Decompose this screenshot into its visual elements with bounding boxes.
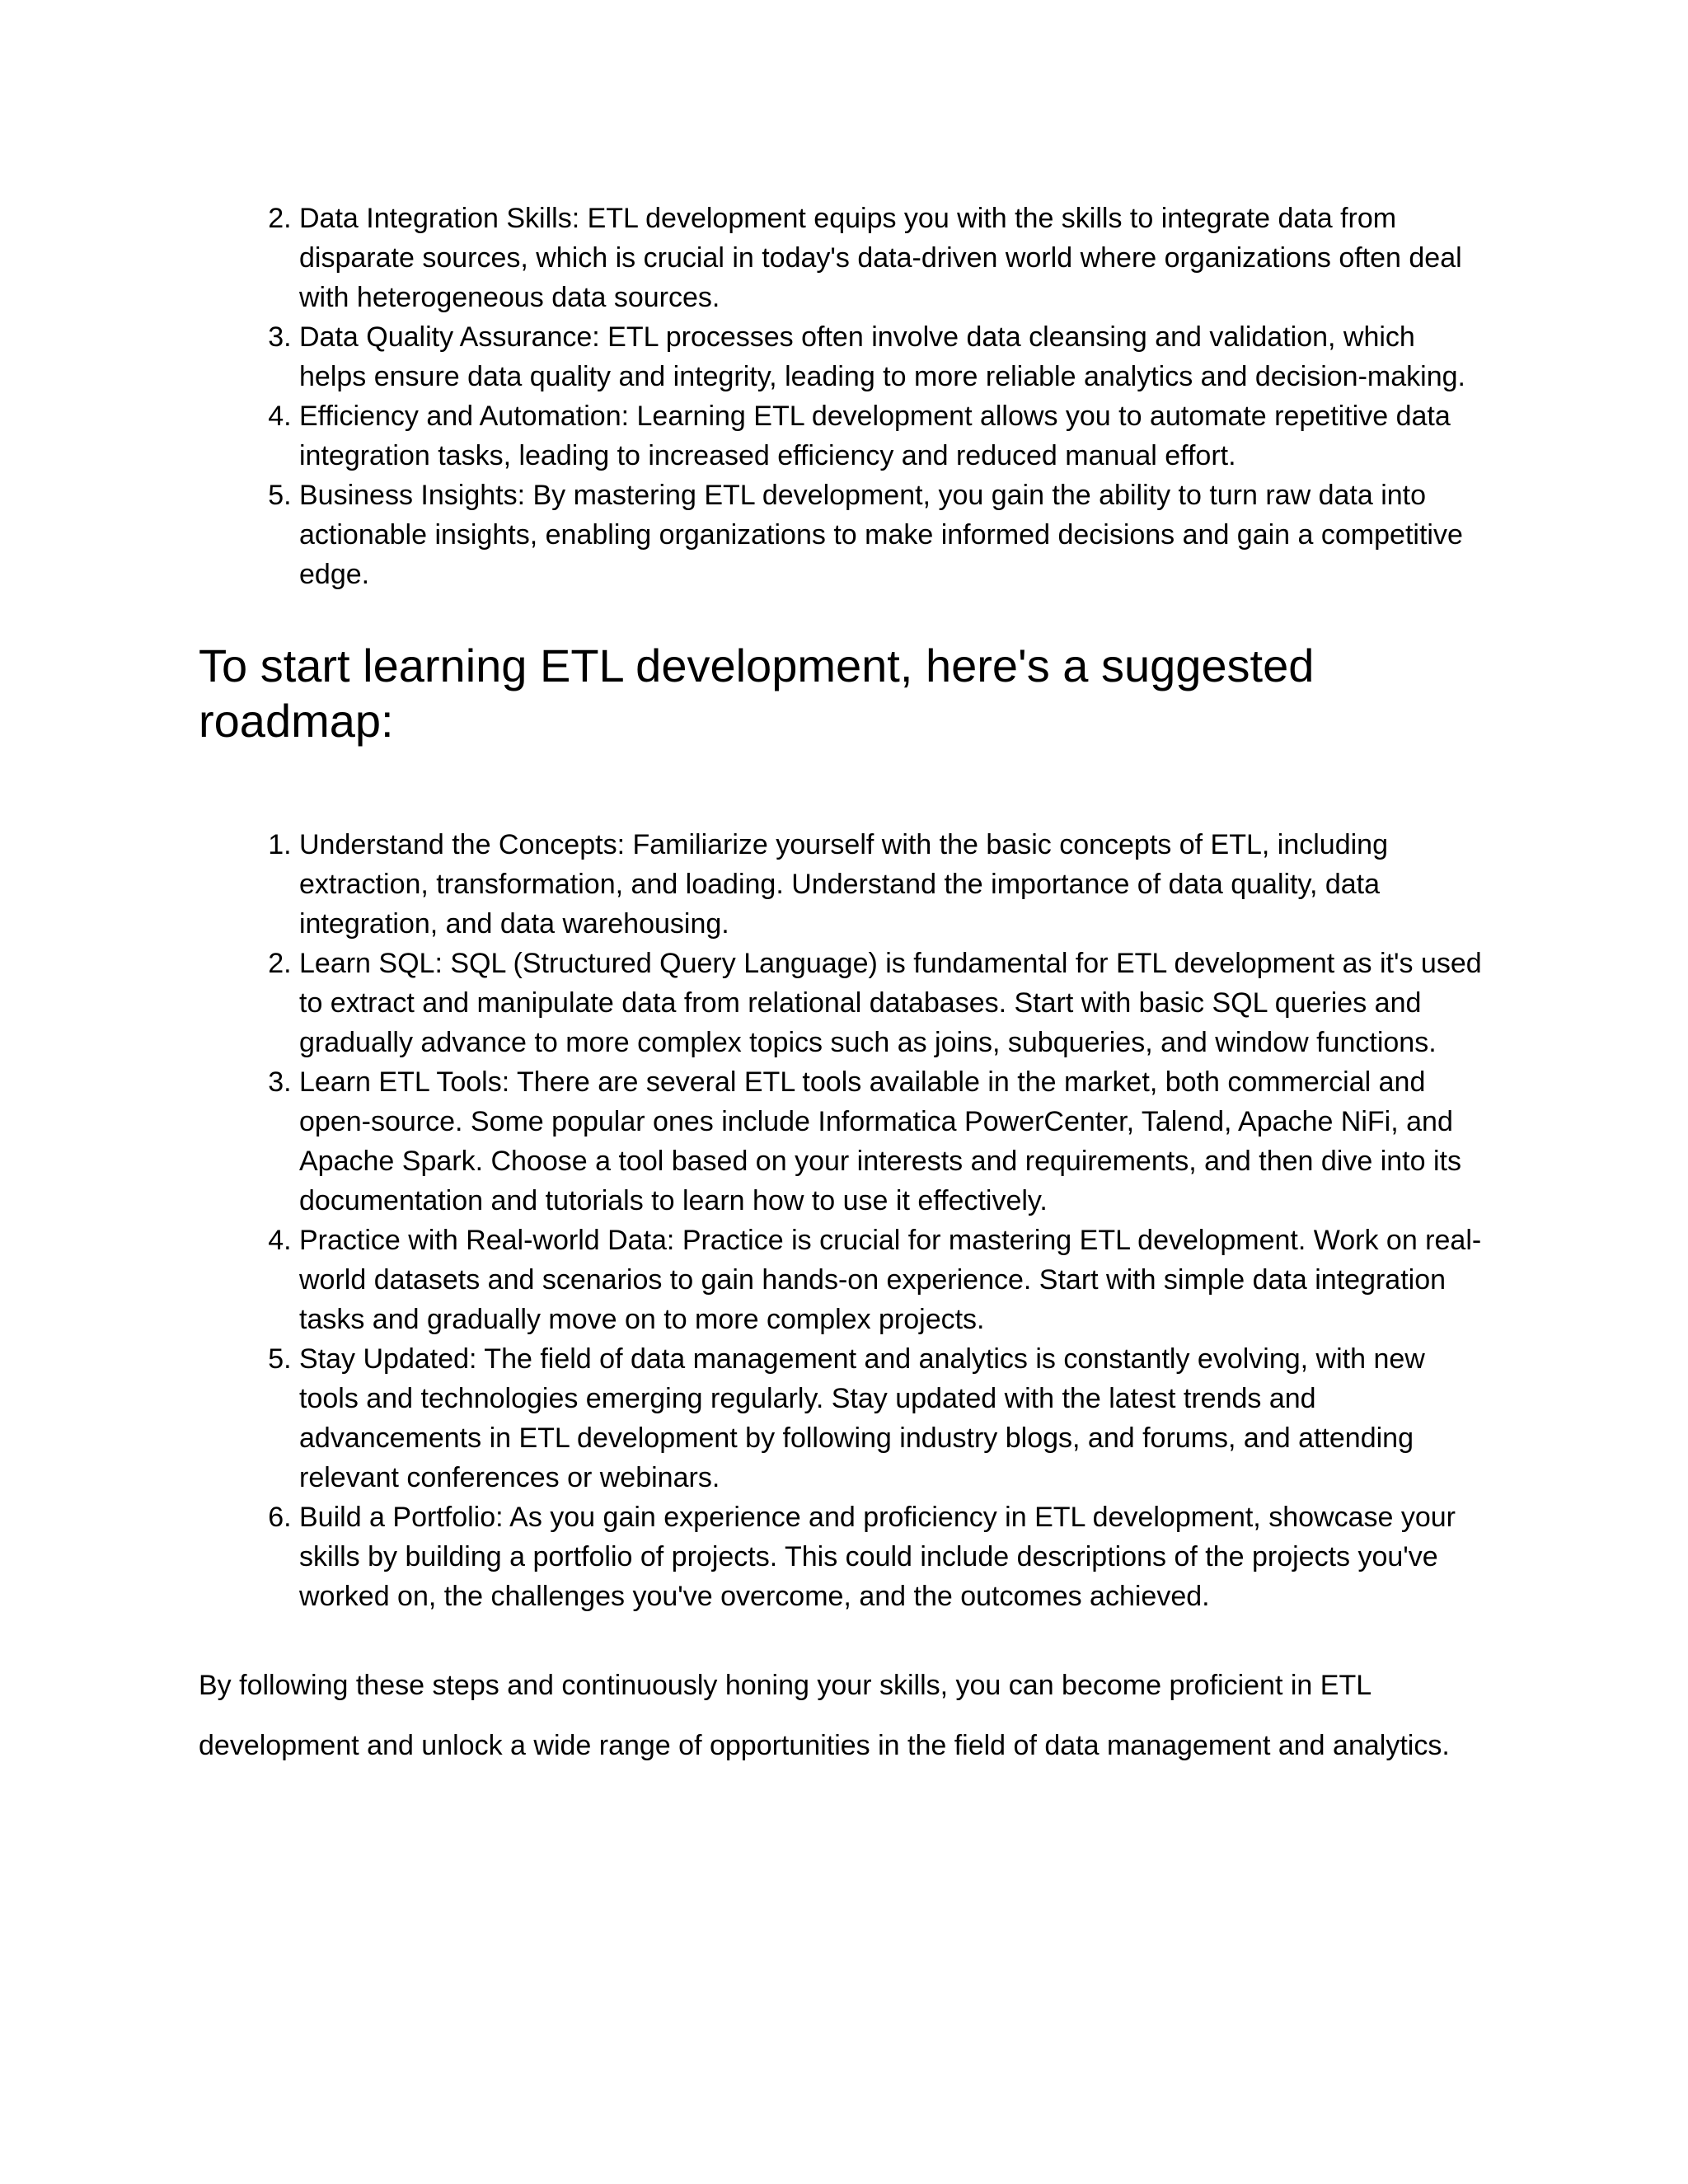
benefits-list <box>199 199 1489 594</box>
list-item: 3. Learn ETL Tools: There are several ETL tools available in the market, both commercial and open-source. Some popular ones include Informatica PowerCenter, Talend, Apache NiFi, and Apache Spark. Choose a tool based on your interests and requirements, and then dive into its documentation and tutorials to learn how to use it effectively. <box>299 1062 1489 1221</box>
roadmap-list <box>199 825 1489 1616</box>
list-item: 2. Learn SQL: SQL (Structured Query Language) is fundamental for ETL development as it's used to extract and manipulate data from relational databases. Start with basic SQL queries and gradually advance to more complex topics such as joins, subqueries, and window functions. <box>299 944 1489 1062</box>
list-item: 4. Practice with Real-world Data: Practice is crucial for mastering ETL development. Work on real-world datasets and scenarios to gain hands-on experience. Start with simple data integration tasks and gradually move on to more complex projects. <box>299 1221 1489 1339</box>
list-item: 2. Data Integration Skills: ETL development equips you with the skills to integrate data from disparate sources, which is crucial in today's data-driven world where organizations often deal with heterogeneous data sources. <box>299 199 1489 317</box>
list-item: 5. Stay Updated: The field of data management and analytics is constantly evolving, with new tools and technologies emerging regularly. Stay updated with the latest trends and advancements in ETL development by following industry blogs, and forums, and attending relevant conferences or webinars. <box>299 1339 1489 1497</box>
roadmap-heading: To start learning ETL development, here's a suggested roadmap: <box>199 640 1315 747</box>
list-item: 5. Business Insights: By mastering ETL development, you gain the ability to turn raw data into actionable insights, enabling organizations to make informed decisions and gain a competitive edge. <box>299 476 1489 594</box>
list-item: 6. Build a Portfolio: As you gain experience and proficiency in ETL development, showcase your skills by building a portfolio of projects. This could include descriptions of the projects you've worked on, the challenges you've overcome, and the outcomes achieved. <box>299 1497 1489 1616</box>
list-item: 3. Data Quality Assurance: ETL processes often involve data cleansing and validation, which helps ensure data quality and integrity, leading to more reliable analytics and decision-making. <box>299 317 1489 396</box>
list-item: 4. Efficiency and Automation: Learning ETL development allows you to automate repetitive data integration tasks, leading to increased efficiency and reduced manual effort. <box>299 396 1489 476</box>
list-item: 1. Understand the Concepts: Familiarize yourself with the basic concepts of ETL, including extraction, transformation, and loading. Understand the importance of data quality, data integration, and data warehousing. <box>299 825 1489 944</box>
closing-paragraph: By following these steps and continuously honing your skills, you can become proficient in ETL development and unlock a wide range of opportunities in the field of data management and analytics. <box>199 1670 1450 1761</box>
